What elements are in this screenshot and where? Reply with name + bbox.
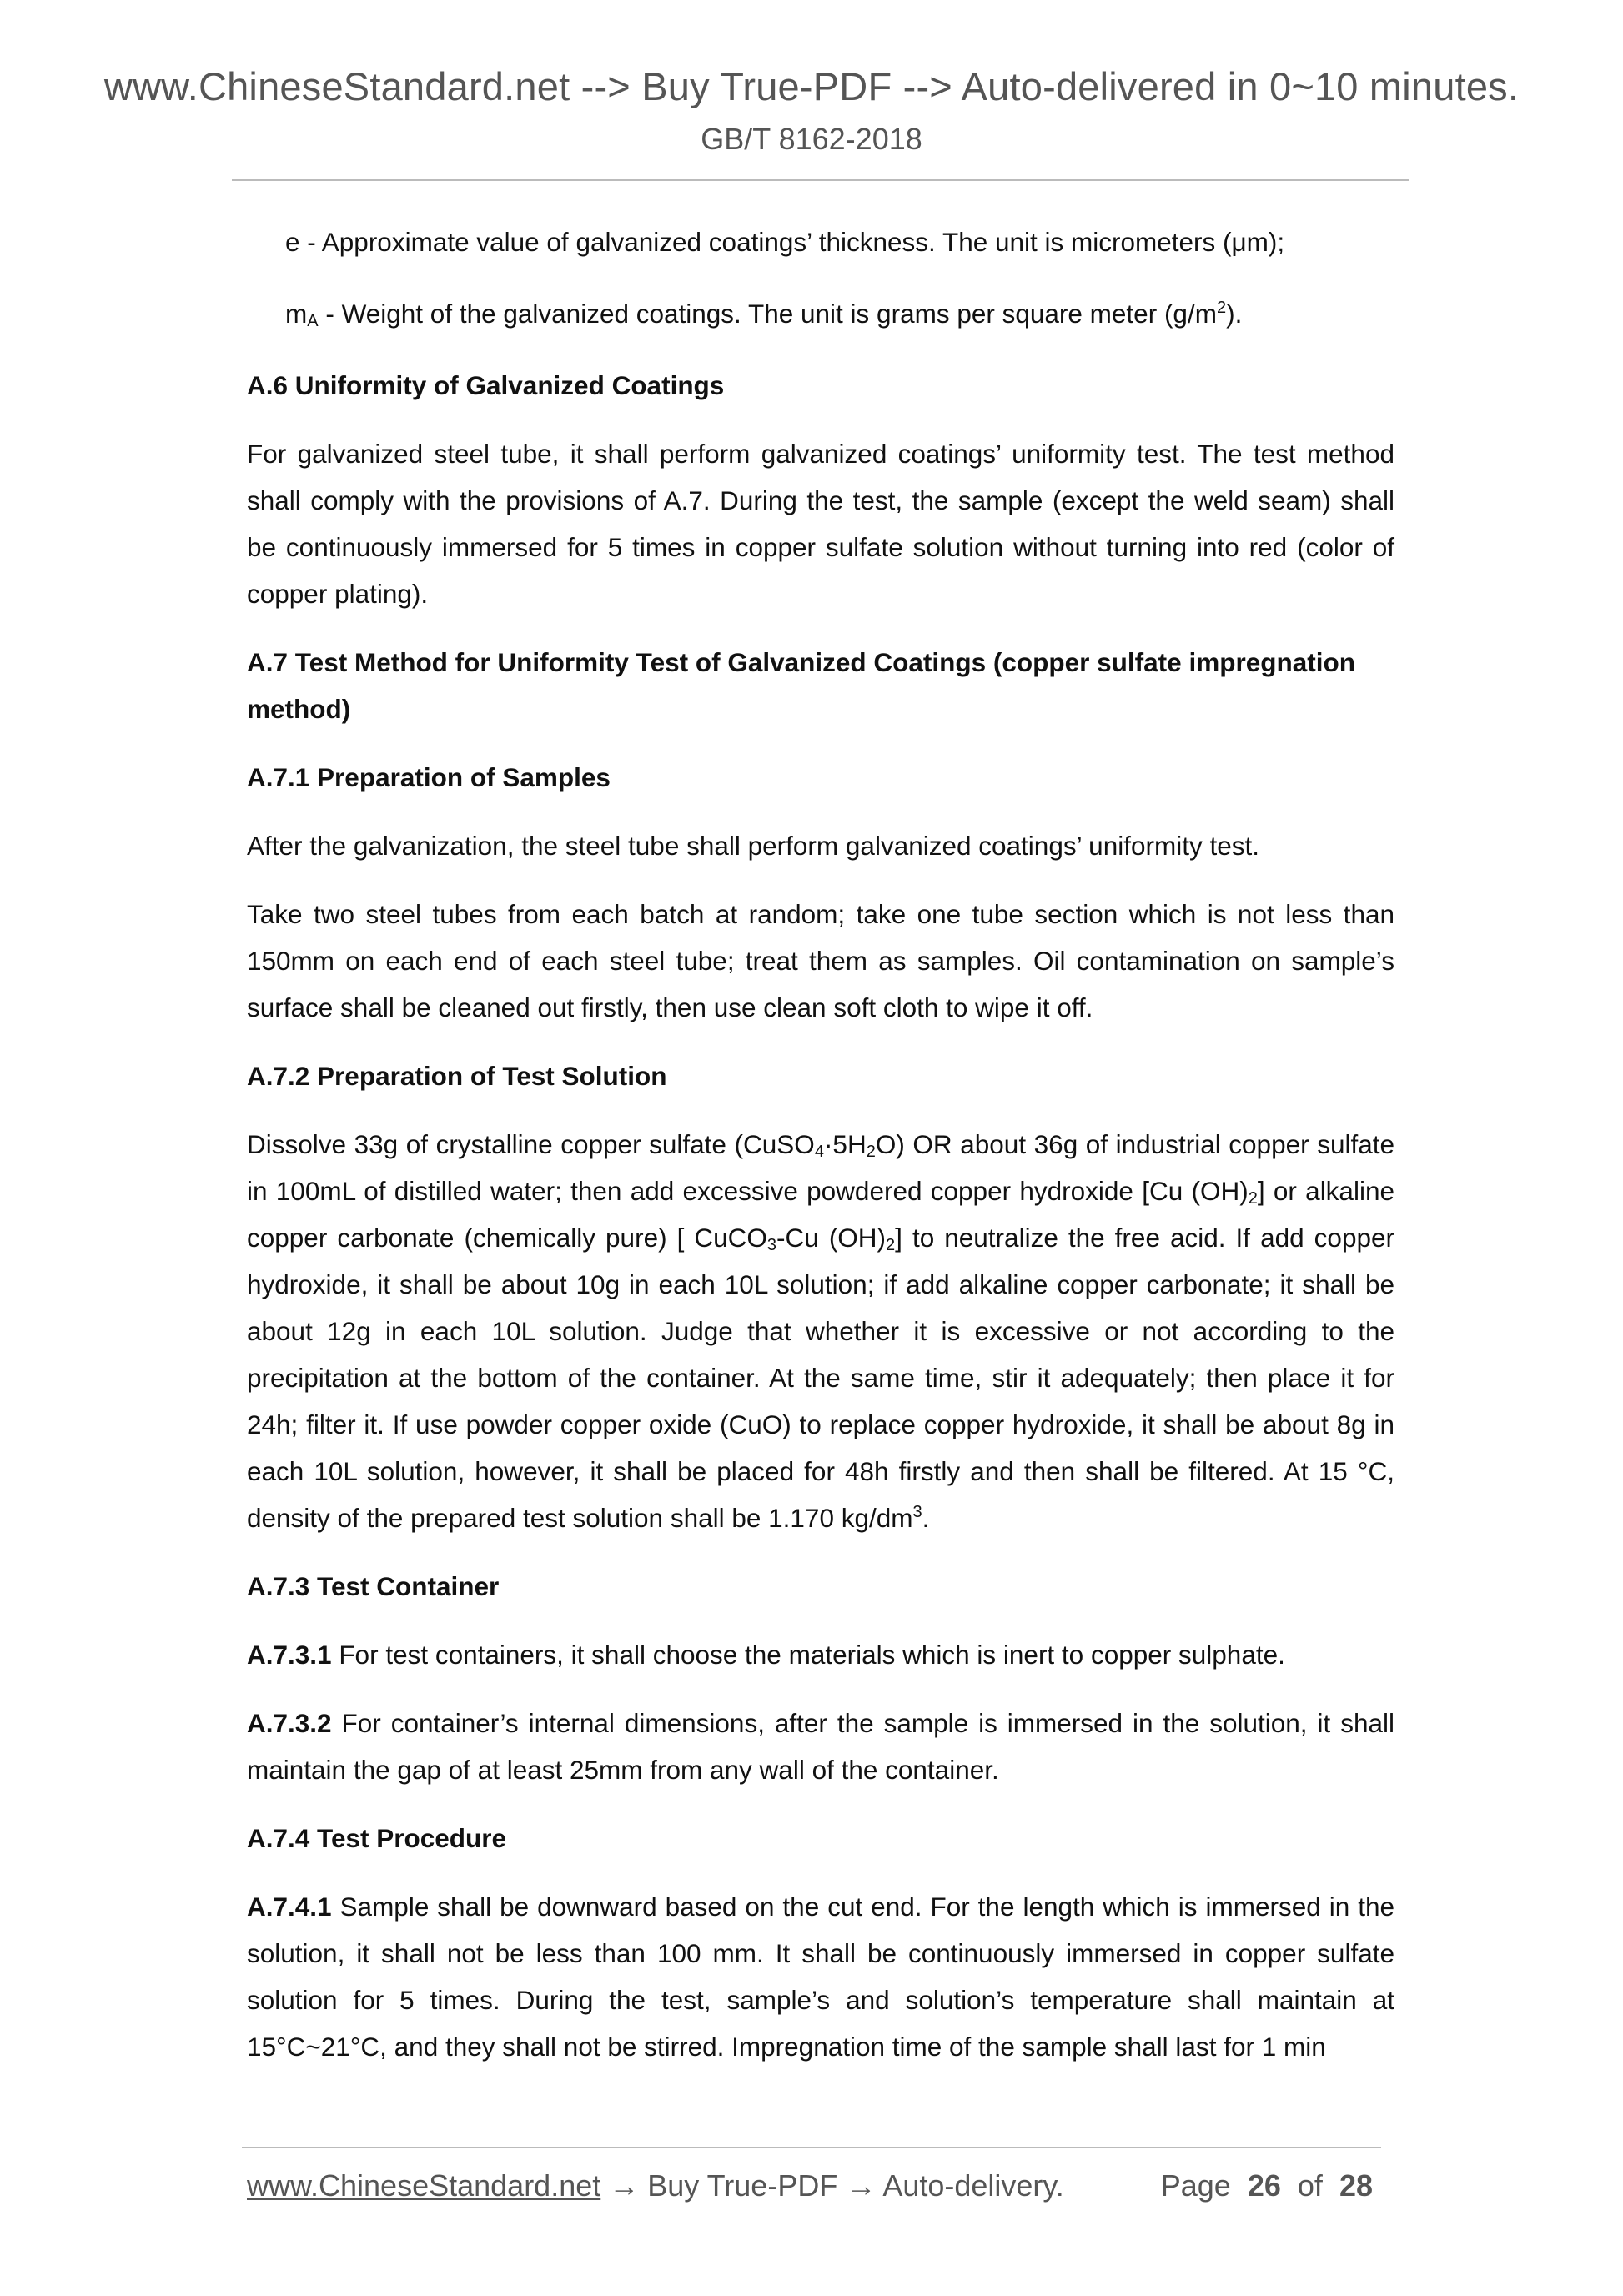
- footer-site-link[interactable]: www.ChineseStandard.net: [247, 2168, 601, 2203]
- clause-a7-4-1: A.7.4.1 Sample shall be downward based on the cut end. For the length which is immersed in the solution, it shall not be less than 100 mm. It shall be continuously immersed in copper sulfate solution for 5 times. During the test, sample’s and solution’s temperature shall maintain at 15°C~21°C, and they shall not be stirred. Impregnation time of the sample shall last for 1 min: [247, 1892, 1394, 2062]
- paragraph-a7-1-a: After the galvanization, the steel tube shall perform galvanized coatings’ uniformity test.: [247, 831, 1259, 861]
- clause-a7-3-2: A.7.3.2 For container’s internal dimensions, after the sample is immersed in the solution, it shall maintain the gap of at least 25mm from any wall of the container.: [247, 1708, 1394, 1785]
- page-total: 28: [1339, 2168, 1373, 2203]
- heading-a7-1: A.7.1 Preparation of Samples: [247, 762, 611, 792]
- paragraph-a7-1-b: Take two steel tubes from each batch at random; take one tube section which is not less than 150mm on each end of each steel tube; treat them as samples. Oil contamination on sample’s surface shall be cleaned out firstly, then use clean soft cloth to wipe it off.: [247, 899, 1394, 1022]
- heading-a6: A.6 Uniformity of Galvanized Coatings: [247, 370, 725, 400]
- page-indicator: Page 26 of 28: [1160, 2168, 1373, 2203]
- header-divider: [232, 179, 1409, 181]
- heading-a7-4: A.7.4 Test Procedure: [247, 1823, 507, 1853]
- page-body: [247, 219, 1394, 2092]
- definition-e: e - Approximate value of galvanized coatings’ thickness. The unit is micrometers (μm);: [285, 227, 1285, 257]
- heading-a7-2: A.7.2 Preparation of Test Solution: [247, 1061, 667, 1091]
- definition-ma: $m_A$ - Weight of the galvanized coatings. The unit is grams per square meter $(g/m^2)$.: [285, 299, 1243, 330]
- standard-code: GB/T 8162-2018: [701, 122, 922, 156]
- paragraph-a6: For galvanized steel tube, it shall perform galvanized coatings’ uniformity test. The test method shall comply with the provisions of A.7. During the test, the sample (except the weld seam) shall be continuously immersed for 5 times in copper sulfate solution without turning into red (color of copper plating).: [247, 439, 1394, 609]
- header-banner: www.ChineseStandard.net --> Buy True-PDF --> Auto-delivered in 0~10 minutes.: [103, 64, 1520, 108]
- heading-a7: A.7 Test Method for Uniformity Test of Galvanized Coatings (copper sulfate impregnation method): [247, 647, 1355, 724]
- page-number: 26: [1247, 2168, 1281, 2203]
- footer-tagline: → Buy True-PDF → Auto-delivery.: [600, 2168, 1064, 2203]
- clause-a7-3-1: A.7.3.1 For test containers, it shall choose the materials which is inert to copper sulphate.: [247, 1640, 1285, 1670]
- paragraph-a7-2: Dissolve 33g of crystalline copper sulfate $(CuSO_4\cdot 5H_2O)$ OR about 36g of industrial copper sulfate in 100mL of distilled water; then add excessive powdered copper hydroxide [Cu $(OH)_2$] or alkaline copper carbonate (chemically pure) [ CuCO$_3$-Cu $(OH)_2$] to neutralize the free acid. If add copper hydroxide, it shall be about 10g in each 10L solution; if add alkaline copper carbonate; it shall be about 12g in each 10L solution. Judge that whether it is excessive or not according to the precipitation at the bottom of the container. At the same time, stir it adequately; then place it for 24h; filter it. If use powder copper oxide (CuO) to replace copper hydroxide, it shall be about 8g in each 10L solution, however, it shall be placed for 48h firstly and then shall be filtered. At 15 °C, density of the prepared test solution shall be 1.170 $kg/dm^3$.: [247, 1129, 1395, 1533]
- footer-divider: [242, 2147, 1381, 2148]
- heading-a7-3: A.7.3 Test Container: [247, 1571, 500, 1601]
- footer: [247, 2168, 1373, 2203]
